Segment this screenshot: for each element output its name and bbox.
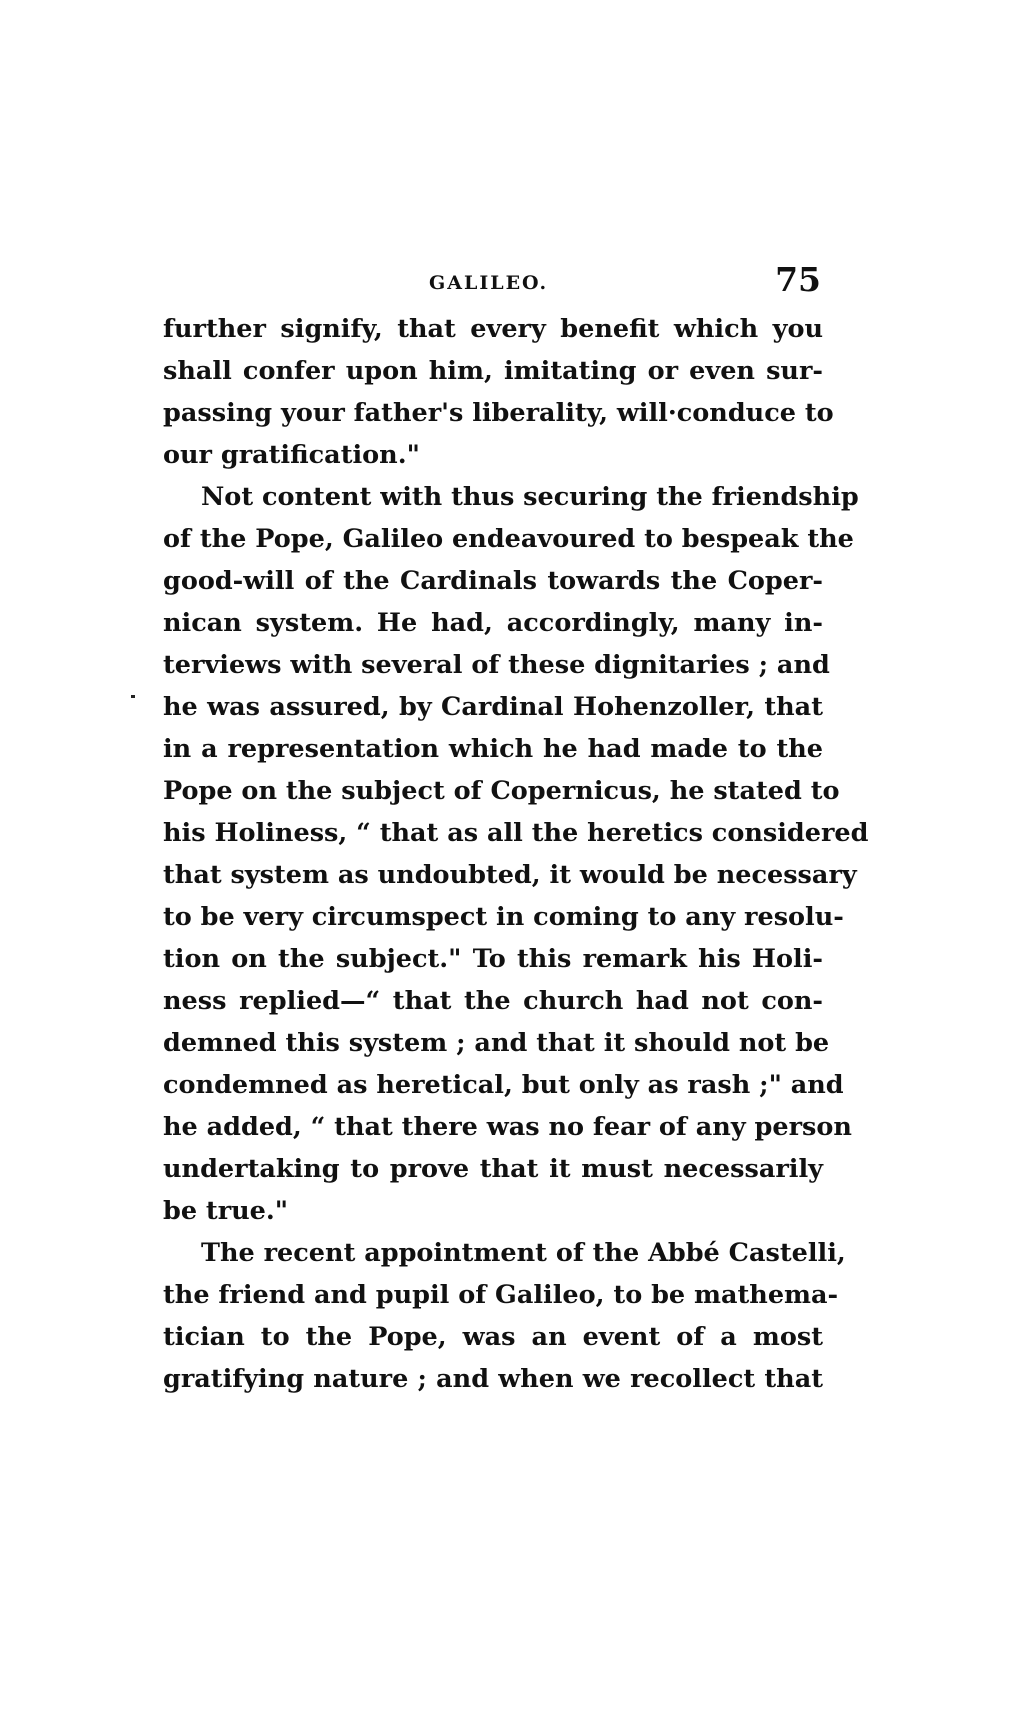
text-line: condemned as heretical, but only as rash ;" and: [163, 1070, 844, 1100]
paragraph-2: [163, 476, 869, 1232]
text-line: our gratification.": [163, 440, 420, 470]
text-line: in a representation which he had made to the: [163, 734, 823, 764]
text-line: shall confer upon him, imitating or even sur-: [163, 356, 823, 386]
text-line: his Holiness, “ that as all the heretics considered: [163, 818, 869, 848]
text-line: further signify, that every benefit which you: [163, 314, 823, 344]
text-line: he was assured, by Cardinal Hohenzoller, that: [163, 692, 823, 722]
text-line: tion on the subject." To this remark his Holi-: [163, 944, 823, 974]
text-line: Not content with thus securing the friendship: [201, 482, 859, 512]
text-line: terviews with several of these dignitaries ; and: [163, 650, 830, 680]
text-line: tician to the Pope, was an event of a most: [163, 1322, 823, 1352]
body-text: [163, 308, 869, 1400]
running-title: GALILEO.: [429, 272, 549, 294]
paragraph-1: [163, 308, 834, 476]
text-line: that system as undoubted, it would be necessary: [163, 860, 857, 890]
text-line: the friend and pupil of Galileo, to be mathema-: [163, 1280, 839, 1310]
page-number: 75: [775, 260, 821, 299]
text-line: gratifying nature ; and when we recollect that: [163, 1364, 823, 1394]
text-line: passing your father's liberality, will·conduce to: [163, 398, 834, 428]
text-line: ness replied—“ that the church had not con-: [163, 986, 823, 1016]
text-line: undertaking to prove that it must necessarily: [163, 1154, 823, 1184]
text-line: nican system. He had, accordingly, many in-: [163, 608, 823, 638]
text-line: he added, “ that there was no fear of any person: [163, 1112, 852, 1142]
text-line: The recent appointment of the Abbé Castelli,: [201, 1238, 846, 1268]
margin-mark: [131, 695, 135, 698]
text-line: to be very circumspect in coming to any resolu-: [163, 902, 844, 932]
text-line: Pope on the subject of Copernicus, he stated to: [163, 776, 840, 806]
text-line: good-will of the Cardinals towards the Coper-: [163, 566, 823, 596]
text-line: be true.": [163, 1196, 289, 1226]
text-line: demned this system ; and that it should not be: [163, 1028, 830, 1058]
text-line: of the Pope, Galileo endeavoured to bespeak the: [163, 524, 854, 554]
paragraph-3: [163, 1232, 846, 1400]
page-header: [163, 262, 823, 306]
